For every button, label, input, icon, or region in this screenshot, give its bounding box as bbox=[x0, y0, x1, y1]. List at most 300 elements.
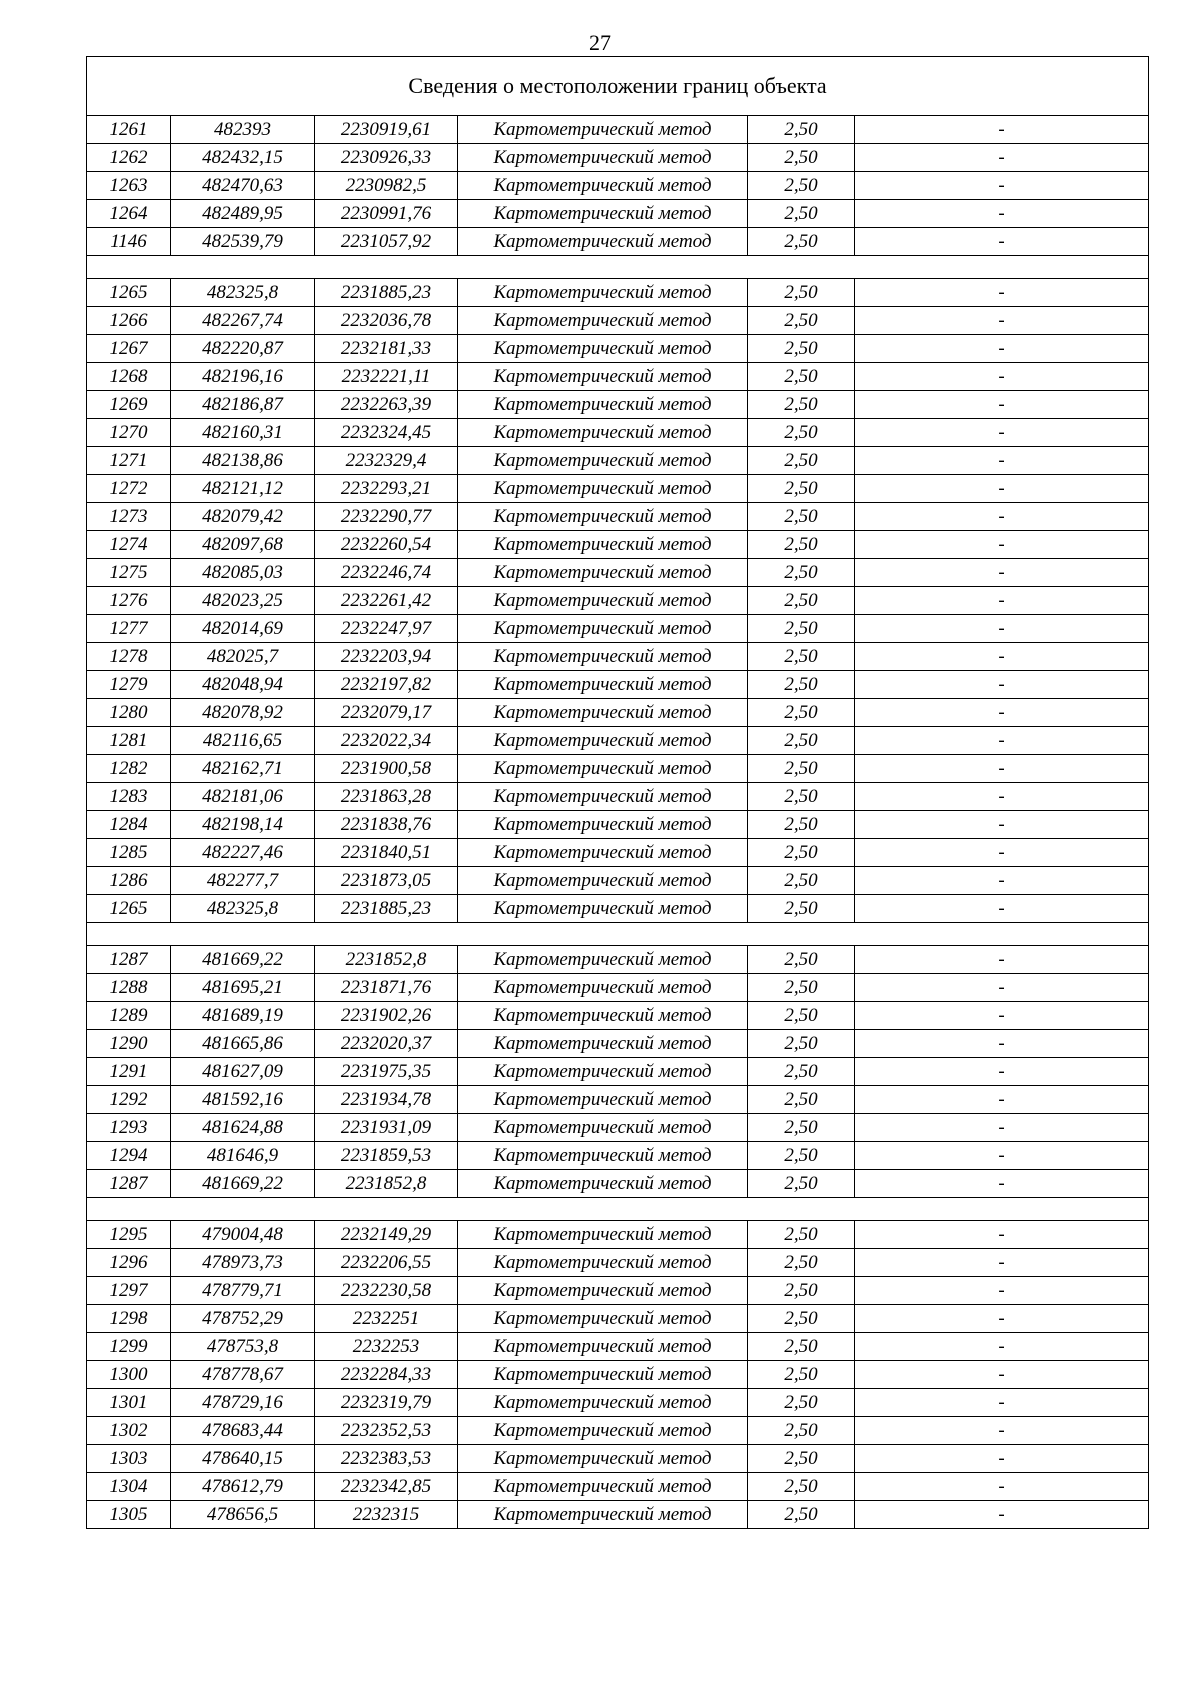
x-coordinate-cell: 482014,69 bbox=[171, 615, 315, 643]
table-row bbox=[87, 699, 1149, 727]
description-cell: - bbox=[855, 1501, 1149, 1529]
point-number-cell: 1146 bbox=[87, 228, 171, 256]
y-coordinate-cell: 2231902,26 bbox=[315, 1002, 458, 1030]
x-coordinate-cell: 482186,87 bbox=[171, 391, 315, 419]
description-cell: - bbox=[855, 1305, 1149, 1333]
point-number-cell: 1263 bbox=[87, 172, 171, 200]
table-row bbox=[87, 895, 1149, 923]
table-row bbox=[87, 447, 1149, 475]
method-cell: Картометрический метод bbox=[458, 699, 748, 727]
accuracy-cell: 2,50 bbox=[748, 503, 855, 531]
description-cell: - bbox=[855, 727, 1149, 755]
method-cell: Картометрический метод bbox=[458, 671, 748, 699]
description-cell: - bbox=[855, 1249, 1149, 1277]
accuracy-cell: 2,50 bbox=[748, 1473, 855, 1501]
accuracy-cell: 2,50 bbox=[748, 867, 855, 895]
table-row bbox=[87, 783, 1149, 811]
description-cell: - bbox=[855, 974, 1149, 1002]
description-cell: - bbox=[855, 811, 1149, 839]
x-coordinate-cell: 482048,94 bbox=[171, 671, 315, 699]
x-coordinate-cell: 482325,8 bbox=[171, 279, 315, 307]
y-coordinate-cell: 2232022,34 bbox=[315, 727, 458, 755]
method-cell: Картометрический метод bbox=[458, 727, 748, 755]
y-coordinate-cell: 2230919,61 bbox=[315, 116, 458, 144]
point-number-cell: 1275 bbox=[87, 559, 171, 587]
description-cell: - bbox=[855, 200, 1149, 228]
method-cell: Картометрический метод bbox=[458, 116, 748, 144]
point-number-cell: 1281 bbox=[87, 727, 171, 755]
accuracy-cell: 2,50 bbox=[748, 783, 855, 811]
point-number-cell: 1267 bbox=[87, 335, 171, 363]
point-number-cell: 1278 bbox=[87, 643, 171, 671]
description-cell: - bbox=[855, 559, 1149, 587]
method-cell: Картометрический метод bbox=[458, 615, 748, 643]
x-coordinate-cell: 481689,19 bbox=[171, 1002, 315, 1030]
point-number-cell: 1298 bbox=[87, 1305, 171, 1333]
table-row bbox=[87, 144, 1149, 172]
description-cell: - bbox=[855, 1445, 1149, 1473]
point-number-cell: 1274 bbox=[87, 531, 171, 559]
point-number-cell: 1293 bbox=[87, 1114, 171, 1142]
description-cell: - bbox=[855, 643, 1149, 671]
description-cell: - bbox=[855, 671, 1149, 699]
point-number-cell: 1292 bbox=[87, 1086, 171, 1114]
point-number-cell: 1297 bbox=[87, 1277, 171, 1305]
accuracy-cell: 2,50 bbox=[748, 1361, 855, 1389]
accuracy-cell: 2,50 bbox=[748, 1501, 855, 1529]
y-coordinate-cell: 2231885,23 bbox=[315, 279, 458, 307]
table-row bbox=[87, 1277, 1149, 1305]
y-coordinate-cell: 2232290,77 bbox=[315, 503, 458, 531]
accuracy-cell: 2,50 bbox=[748, 475, 855, 503]
table-row bbox=[87, 1445, 1149, 1473]
accuracy-cell: 2,50 bbox=[748, 1058, 855, 1086]
method-cell: Картометрический метод bbox=[458, 144, 748, 172]
accuracy-cell: 2,50 bbox=[748, 811, 855, 839]
accuracy-cell: 2,50 bbox=[748, 447, 855, 475]
x-coordinate-cell: 482227,46 bbox=[171, 839, 315, 867]
point-number-cell: 1280 bbox=[87, 699, 171, 727]
accuracy-cell: 2,50 bbox=[748, 144, 855, 172]
point-number-cell: 1305 bbox=[87, 1501, 171, 1529]
description-cell: - bbox=[855, 447, 1149, 475]
point-number-cell: 1277 bbox=[87, 615, 171, 643]
method-cell: Картометрический метод bbox=[458, 1305, 748, 1333]
page-number: 27 bbox=[589, 30, 611, 55]
description-cell: - bbox=[855, 228, 1149, 256]
method-cell: Картометрический метод bbox=[458, 1086, 748, 1114]
accuracy-cell: 2,50 bbox=[748, 1249, 855, 1277]
table-row bbox=[87, 811, 1149, 839]
table-row bbox=[87, 1114, 1149, 1142]
table-row bbox=[87, 1030, 1149, 1058]
y-coordinate-cell: 2231852,8 bbox=[315, 1170, 458, 1198]
table-row bbox=[87, 946, 1149, 974]
accuracy-cell: 2,50 bbox=[748, 895, 855, 923]
point-number-cell: 1268 bbox=[87, 363, 171, 391]
method-cell: Картометрический метод bbox=[458, 228, 748, 256]
group-separator-cell bbox=[87, 923, 1149, 946]
accuracy-cell: 2,50 bbox=[748, 1142, 855, 1170]
point-number-cell: 1288 bbox=[87, 974, 171, 1002]
table-row bbox=[87, 1058, 1149, 1086]
x-coordinate-cell: 482196,16 bbox=[171, 363, 315, 391]
x-coordinate-cell: 482078,92 bbox=[171, 699, 315, 727]
x-coordinate-cell: 481646,9 bbox=[171, 1142, 315, 1170]
description-cell: - bbox=[855, 1058, 1149, 1086]
description-cell: - bbox=[855, 1389, 1149, 1417]
x-coordinate-cell: 482277,7 bbox=[171, 867, 315, 895]
point-number-cell: 1295 bbox=[87, 1221, 171, 1249]
accuracy-cell: 2,50 bbox=[748, 228, 855, 256]
method-cell: Картометрический метод bbox=[458, 1058, 748, 1086]
table-row bbox=[87, 1361, 1149, 1389]
y-coordinate-cell: 2232206,55 bbox=[315, 1249, 458, 1277]
x-coordinate-cell: 481624,88 bbox=[171, 1114, 315, 1142]
accuracy-cell: 2,50 bbox=[748, 391, 855, 419]
x-coordinate-cell: 482181,06 bbox=[171, 783, 315, 811]
description-cell: - bbox=[855, 1361, 1149, 1389]
point-number-cell: 1303 bbox=[87, 1445, 171, 1473]
point-number-cell: 1300 bbox=[87, 1361, 171, 1389]
method-cell: Картометрический метод bbox=[458, 559, 748, 587]
table-row bbox=[87, 643, 1149, 671]
table-row bbox=[87, 419, 1149, 447]
description-cell: - bbox=[855, 1417, 1149, 1445]
table-title: Сведения о местоположении границ объекта bbox=[87, 57, 1149, 116]
table-row bbox=[87, 1086, 1149, 1114]
point-number-cell: 1294 bbox=[87, 1142, 171, 1170]
y-coordinate-cell: 2232342,85 bbox=[315, 1473, 458, 1501]
description-cell: - bbox=[855, 419, 1149, 447]
x-coordinate-cell: 482023,25 bbox=[171, 587, 315, 615]
y-coordinate-cell: 2232149,29 bbox=[315, 1221, 458, 1249]
point-number-cell: 1291 bbox=[87, 1058, 171, 1086]
table-row bbox=[87, 503, 1149, 531]
method-cell: Картометрический метод bbox=[458, 1333, 748, 1361]
description-cell: - bbox=[855, 867, 1149, 895]
group-separator-row bbox=[87, 1198, 1149, 1221]
y-coordinate-cell: 2230982,5 bbox=[315, 172, 458, 200]
method-cell: Картометрический метод bbox=[458, 1114, 748, 1142]
description-cell: - bbox=[855, 144, 1149, 172]
method-cell: Картометрический метод bbox=[458, 974, 748, 1002]
description-cell: - bbox=[855, 307, 1149, 335]
table-title-row bbox=[87, 57, 1149, 116]
y-coordinate-cell: 2232284,33 bbox=[315, 1361, 458, 1389]
method-cell: Картометрический метод bbox=[458, 419, 748, 447]
accuracy-cell: 2,50 bbox=[748, 946, 855, 974]
x-coordinate-cell: 482162,71 bbox=[171, 755, 315, 783]
description-cell: - bbox=[855, 1473, 1149, 1501]
table-row bbox=[87, 559, 1149, 587]
group-separator-row bbox=[87, 923, 1149, 946]
method-cell: Картометрический метод bbox=[458, 503, 748, 531]
point-number-cell: 1284 bbox=[87, 811, 171, 839]
description-cell: - bbox=[855, 895, 1149, 923]
method-cell: Картометрический метод bbox=[458, 1501, 748, 1529]
accuracy-cell: 2,50 bbox=[748, 1170, 855, 1198]
point-number-cell: 1279 bbox=[87, 671, 171, 699]
method-cell: Картометрический метод bbox=[458, 447, 748, 475]
y-coordinate-cell: 2232253 bbox=[315, 1333, 458, 1361]
method-cell: Картометрический метод bbox=[458, 1170, 748, 1198]
table-row bbox=[87, 867, 1149, 895]
x-coordinate-cell: 481695,21 bbox=[171, 974, 315, 1002]
description-cell: - bbox=[855, 503, 1149, 531]
x-coordinate-cell: 482138,86 bbox=[171, 447, 315, 475]
accuracy-cell: 2,50 bbox=[748, 1221, 855, 1249]
description-cell: - bbox=[855, 1277, 1149, 1305]
method-cell: Картометрический метод bbox=[458, 200, 748, 228]
table-row bbox=[87, 755, 1149, 783]
method-cell: Картометрический метод bbox=[458, 531, 748, 559]
point-number-cell: 1265 bbox=[87, 279, 171, 307]
description-cell: - bbox=[855, 1170, 1149, 1198]
table-row bbox=[87, 615, 1149, 643]
y-coordinate-cell: 2232247,97 bbox=[315, 615, 458, 643]
accuracy-cell: 2,50 bbox=[748, 1445, 855, 1473]
method-cell: Картометрический метод bbox=[458, 867, 748, 895]
method-cell: Картометрический метод bbox=[458, 391, 748, 419]
y-coordinate-cell: 2232230,58 bbox=[315, 1277, 458, 1305]
point-number-cell: 1287 bbox=[87, 946, 171, 974]
description-cell: - bbox=[855, 755, 1149, 783]
method-cell: Картометрический метод bbox=[458, 1249, 748, 1277]
x-coordinate-cell: 482097,68 bbox=[171, 531, 315, 559]
description-cell: - bbox=[855, 946, 1149, 974]
group-separator-cell bbox=[87, 1198, 1149, 1221]
table-row bbox=[87, 839, 1149, 867]
method-cell: Картометрический метод bbox=[458, 1389, 748, 1417]
x-coordinate-cell: 481669,22 bbox=[171, 946, 315, 974]
point-number-cell: 1273 bbox=[87, 503, 171, 531]
y-coordinate-cell: 2232251 bbox=[315, 1305, 458, 1333]
y-coordinate-cell: 2232181,33 bbox=[315, 335, 458, 363]
description-cell: - bbox=[855, 1114, 1149, 1142]
accuracy-cell: 2,50 bbox=[748, 1417, 855, 1445]
method-cell: Картометрический метод bbox=[458, 475, 748, 503]
accuracy-cell: 2,50 bbox=[748, 1030, 855, 1058]
table-row bbox=[87, 727, 1149, 755]
accuracy-cell: 2,50 bbox=[748, 839, 855, 867]
point-number-cell: 1282 bbox=[87, 755, 171, 783]
method-cell: Картометрический метод bbox=[458, 1142, 748, 1170]
description-cell: - bbox=[855, 1142, 1149, 1170]
y-coordinate-cell: 2231859,53 bbox=[315, 1142, 458, 1170]
method-cell: Картометрический метод bbox=[458, 839, 748, 867]
table-row bbox=[87, 1170, 1149, 1198]
accuracy-cell: 2,50 bbox=[748, 531, 855, 559]
x-coordinate-cell: 482085,03 bbox=[171, 559, 315, 587]
method-cell: Картометрический метод bbox=[458, 783, 748, 811]
description-cell: - bbox=[855, 783, 1149, 811]
point-number-cell: 1262 bbox=[87, 144, 171, 172]
x-coordinate-cell: 478683,44 bbox=[171, 1417, 315, 1445]
y-coordinate-cell: 2232261,42 bbox=[315, 587, 458, 615]
point-number-cell: 1304 bbox=[87, 1473, 171, 1501]
y-coordinate-cell: 2231931,09 bbox=[315, 1114, 458, 1142]
description-cell: - bbox=[855, 172, 1149, 200]
point-number-cell: 1276 bbox=[87, 587, 171, 615]
point-number-cell: 1283 bbox=[87, 783, 171, 811]
x-coordinate-cell: 482325,8 bbox=[171, 895, 315, 923]
table-row bbox=[87, 228, 1149, 256]
y-coordinate-cell: 2232383,53 bbox=[315, 1445, 458, 1473]
point-number-cell: 1261 bbox=[87, 116, 171, 144]
y-coordinate-cell: 2230926,33 bbox=[315, 144, 458, 172]
x-coordinate-cell: 482393 bbox=[171, 116, 315, 144]
point-number-cell: 1285 bbox=[87, 839, 171, 867]
method-cell: Картометрический метод bbox=[458, 1445, 748, 1473]
description-cell: - bbox=[855, 1002, 1149, 1030]
point-number-cell: 1264 bbox=[87, 200, 171, 228]
table-row bbox=[87, 200, 1149, 228]
table-body bbox=[87, 116, 1149, 1529]
accuracy-cell: 2,50 bbox=[748, 1002, 855, 1030]
accuracy-cell: 2,50 bbox=[748, 363, 855, 391]
method-cell: Картометрический метод bbox=[458, 811, 748, 839]
description-cell: - bbox=[855, 475, 1149, 503]
table-row bbox=[87, 587, 1149, 615]
description-cell: - bbox=[855, 1333, 1149, 1361]
x-coordinate-cell: 482470,63 bbox=[171, 172, 315, 200]
description-cell: - bbox=[855, 363, 1149, 391]
point-number-cell: 1289 bbox=[87, 1002, 171, 1030]
method-cell: Картометрический метод bbox=[458, 1030, 748, 1058]
table-row bbox=[87, 1002, 1149, 1030]
point-number-cell: 1269 bbox=[87, 391, 171, 419]
point-number-cell: 1266 bbox=[87, 307, 171, 335]
point-number-cell: 1270 bbox=[87, 419, 171, 447]
x-coordinate-cell: 482432,15 bbox=[171, 144, 315, 172]
accuracy-cell: 2,50 bbox=[748, 727, 855, 755]
point-number-cell: 1265 bbox=[87, 895, 171, 923]
y-coordinate-cell: 2232036,78 bbox=[315, 307, 458, 335]
method-cell: Картометрический метод bbox=[458, 1277, 748, 1305]
group-separator-cell bbox=[87, 256, 1149, 279]
x-coordinate-cell: 478612,79 bbox=[171, 1473, 315, 1501]
method-cell: Картометрический метод bbox=[458, 1361, 748, 1389]
method-cell: Картометрический метод bbox=[458, 643, 748, 671]
description-cell: - bbox=[855, 335, 1149, 363]
accuracy-cell: 2,50 bbox=[748, 615, 855, 643]
table-row bbox=[87, 1142, 1149, 1170]
method-cell: Картометрический метод bbox=[458, 279, 748, 307]
accuracy-cell: 2,50 bbox=[748, 200, 855, 228]
table-row bbox=[87, 279, 1149, 307]
description-cell: - bbox=[855, 1221, 1149, 1249]
table-row bbox=[87, 1501, 1149, 1529]
y-coordinate-cell: 2231863,28 bbox=[315, 783, 458, 811]
accuracy-cell: 2,50 bbox=[748, 755, 855, 783]
description-cell: - bbox=[855, 279, 1149, 307]
description-cell: - bbox=[855, 531, 1149, 559]
group-separator-row bbox=[87, 256, 1149, 279]
x-coordinate-cell: 478752,29 bbox=[171, 1305, 315, 1333]
table-row bbox=[87, 335, 1149, 363]
table-row bbox=[87, 363, 1149, 391]
method-cell: Картометрический метод bbox=[458, 1221, 748, 1249]
accuracy-cell: 2,50 bbox=[748, 116, 855, 144]
y-coordinate-cell: 2232329,4 bbox=[315, 447, 458, 475]
method-cell: Картометрический метод bbox=[458, 363, 748, 391]
y-coordinate-cell: 2232246,74 bbox=[315, 559, 458, 587]
table-row bbox=[87, 1249, 1149, 1277]
x-coordinate-cell: 478753,8 bbox=[171, 1333, 315, 1361]
x-coordinate-cell: 478779,71 bbox=[171, 1277, 315, 1305]
y-coordinate-cell: 2232197,82 bbox=[315, 671, 458, 699]
point-number-cell: 1271 bbox=[87, 447, 171, 475]
y-coordinate-cell: 2232315 bbox=[315, 1501, 458, 1529]
point-number-cell: 1302 bbox=[87, 1417, 171, 1445]
method-cell: Картометрический метод bbox=[458, 172, 748, 200]
point-number-cell: 1286 bbox=[87, 867, 171, 895]
table-row bbox=[87, 1473, 1149, 1501]
point-number-cell: 1299 bbox=[87, 1333, 171, 1361]
y-coordinate-cell: 2230991,76 bbox=[315, 200, 458, 228]
point-number-cell: 1287 bbox=[87, 1170, 171, 1198]
accuracy-cell: 2,50 bbox=[748, 1086, 855, 1114]
method-cell: Картометрический метод bbox=[458, 895, 748, 923]
accuracy-cell: 2,50 bbox=[748, 335, 855, 363]
y-coordinate-cell: 2231900,58 bbox=[315, 755, 458, 783]
description-cell: - bbox=[855, 1086, 1149, 1114]
method-cell: Картометрический метод bbox=[458, 1473, 748, 1501]
table-row bbox=[87, 116, 1149, 144]
x-coordinate-cell: 482116,65 bbox=[171, 727, 315, 755]
y-coordinate-cell: 2232020,37 bbox=[315, 1030, 458, 1058]
y-coordinate-cell: 2231838,76 bbox=[315, 811, 458, 839]
method-cell: Картометрический метод bbox=[458, 755, 748, 783]
accuracy-cell: 2,50 bbox=[748, 1114, 855, 1142]
y-coordinate-cell: 2232221,11 bbox=[315, 363, 458, 391]
y-coordinate-cell: 2231885,23 bbox=[315, 895, 458, 923]
table-row bbox=[87, 1221, 1149, 1249]
accuracy-cell: 2,50 bbox=[748, 699, 855, 727]
table-row bbox=[87, 391, 1149, 419]
table-row bbox=[87, 1417, 1149, 1445]
table-row bbox=[87, 307, 1149, 335]
accuracy-cell: 2,50 bbox=[748, 279, 855, 307]
x-coordinate-cell: 481627,09 bbox=[171, 1058, 315, 1086]
x-coordinate-cell: 481665,86 bbox=[171, 1030, 315, 1058]
x-coordinate-cell: 478656,5 bbox=[171, 1501, 315, 1529]
point-number-cell: 1290 bbox=[87, 1030, 171, 1058]
x-coordinate-cell: 482220,87 bbox=[171, 335, 315, 363]
boundary-coordinates-table bbox=[86, 56, 1149, 1529]
x-coordinate-cell: 478640,15 bbox=[171, 1445, 315, 1473]
description-cell: - bbox=[855, 587, 1149, 615]
table-row bbox=[87, 1333, 1149, 1361]
accuracy-cell: 2,50 bbox=[748, 1305, 855, 1333]
point-number-cell: 1296 bbox=[87, 1249, 171, 1277]
accuracy-cell: 2,50 bbox=[748, 559, 855, 587]
table-row bbox=[87, 531, 1149, 559]
x-coordinate-cell: 482160,31 bbox=[171, 419, 315, 447]
accuracy-cell: 2,50 bbox=[748, 671, 855, 699]
table-row bbox=[87, 475, 1149, 503]
accuracy-cell: 2,50 bbox=[748, 974, 855, 1002]
method-cell: Картометрический метод bbox=[458, 946, 748, 974]
description-cell: - bbox=[855, 699, 1149, 727]
x-coordinate-cell: 481669,22 bbox=[171, 1170, 315, 1198]
description-cell: - bbox=[855, 1030, 1149, 1058]
y-coordinate-cell: 2232260,54 bbox=[315, 531, 458, 559]
table-row bbox=[87, 1305, 1149, 1333]
table-row bbox=[87, 974, 1149, 1002]
x-coordinate-cell: 478778,67 bbox=[171, 1361, 315, 1389]
